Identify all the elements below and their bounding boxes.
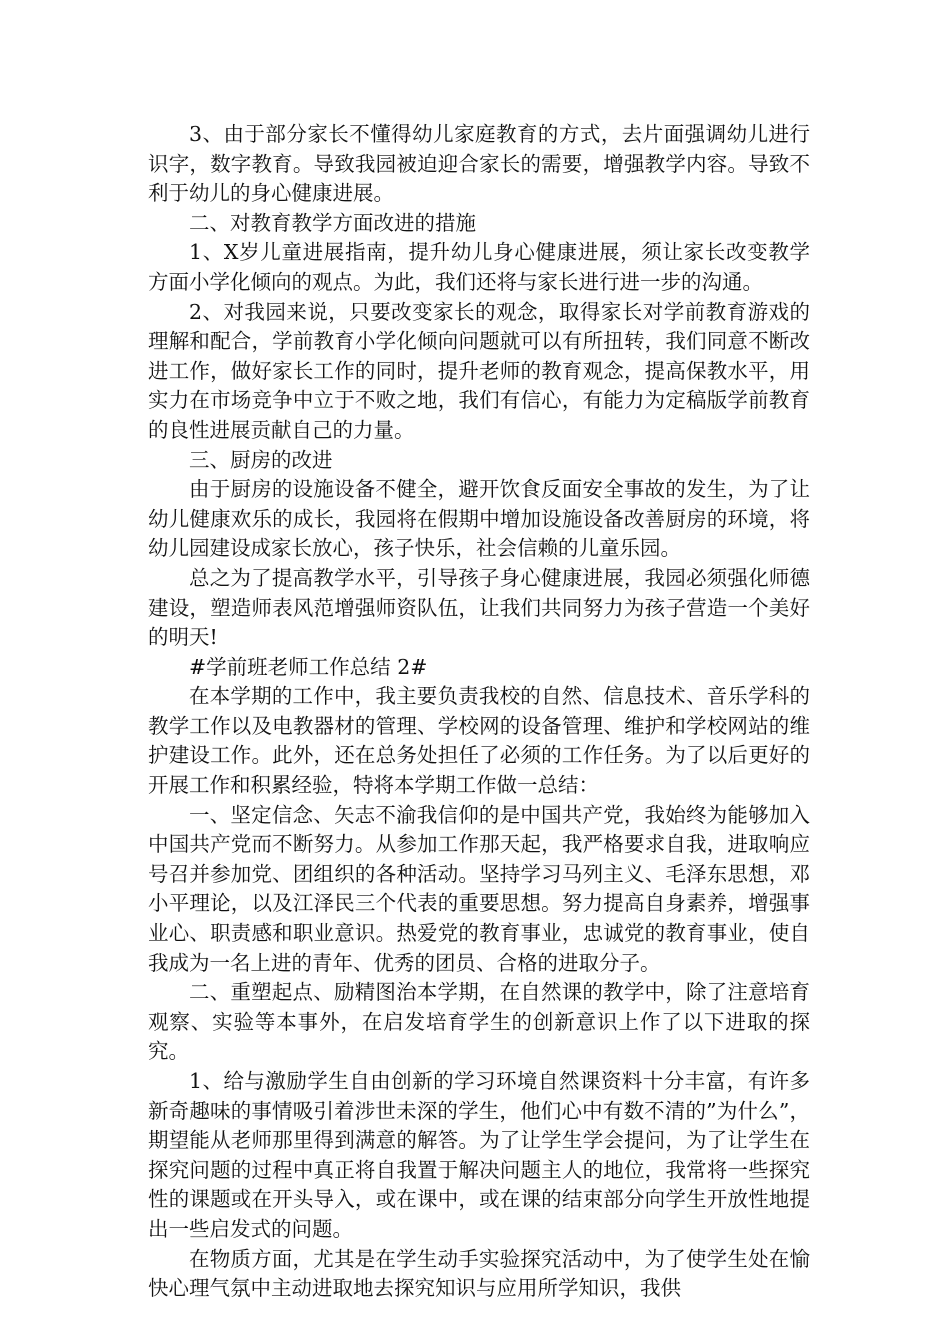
paragraph: 1、X岁儿童进展指南，提升幼儿身心健康进展，须让家长改变教学方面小学化倾向的观点。为此，我们还将与家长进行进一步的沟通。 — [148, 240, 810, 294]
paragraph: 在本学期的工作中，我主要负责我校的自然、信息技术、音乐学科的教学工作以及电教器材的管理、学校网的设备管理、维护和学校网站的维护建设工作。此外，还在总务处担任了必须的工作任务。为了以后更好的开展工作和积累经验，特将本学期工作做一总结： — [148, 684, 810, 798]
paragraph: 由于厨房的设施设备不健全，避开饮食反面安全事故的发生，为了让幼儿健康欢乐的成长，我园将在假期中增加设施设备改善厨房的环境，将幼儿园建设成家长放心，孩子快乐，社会信赖的儿童乐园。 — [148, 477, 810, 561]
paragraph: 2、对我园来说，只要改变家长的观念，取得家长对学前教育游戏的理解和配合，学前教育小学化倾向问题就可以有所扭转，我们同意不断改进工作，做好家长工作的同时，提升老师的教育观念，提高保教水平，用实力在市场竞争中立于不败之地，我们有信心，有能力为定稿版学前教育的良性进展贡献自己的力量。 — [148, 299, 810, 442]
document-title: #学前班老师工作总结 2# — [189, 654, 428, 679]
paragraph: 1、给与激励学生自由创新的学习环境自然课资料十分丰富，有许多新奇趣味的事情吸引着涉世未深的学生，他们心中有数不清的”为什么”，期望能从老师那里得到满意的解答。为了让学生学会提问，为了让学生在探究问题的过程中真正将自我置于解决问题主人的地位，我常将一些探究性的课题或在开头导入，或在课中，或在课的结束部分向学生开放性地提出一些启发式的问题。 — [148, 1069, 810, 1241]
paragraph: 3、由于部分家长不懂得幼儿家庭教育的方式，去片面强调幼儿进行识字，数字教育。导致我园被迫迎合家长的需要，增强教学内容。导致不利于幼儿的身心健康进展。 — [148, 122, 810, 206]
paragraph: 总之为了提高教学水平，引导孩子身心健康进展，我园必须强化师德建设，塑造师表风范增强师资队伍，让我们共同努力为孩子营造一个美好的明天! — [148, 565, 810, 650]
paragraph: 二、重塑起点、励精图治本学期，在自然课的教学中，除了注意培育观察、实验等本事外，在启发培育学生的创新意识上作了以下进取的探究。 — [148, 980, 810, 1064]
document-body — [148, 120, 810, 1304]
section-heading: 二、对教育教学方面改进的措施 — [189, 210, 476, 235]
paragraph: 在物质方面，尤其是在学生动手实验探究活动中，为了使学生处在愉快心理气氛中主动进取地去探究知识与应用所学知识，我供 — [148, 1246, 810, 1301]
paragraph: 一、坚定信念、矢志不渝我信仰的是中国共产党，我始终为能够加入中国共产党而不断努力。从参加工作那天起，我严格要求自我，进取响应号召并参加党、团组织的各种活动。坚持学习马列主义、毛泽东思想，邓小平理论，以及江泽民三个代表的重要思想。努力提高自身素养，增强事业心、职责感和职业意识。热爱党的教育事业，忠诚党的教育事业，使自我成为一名上进的青年、优秀的团员、合格的进取分子。 — [148, 802, 810, 975]
section-heading: 三、厨房的改进 — [189, 447, 333, 472]
